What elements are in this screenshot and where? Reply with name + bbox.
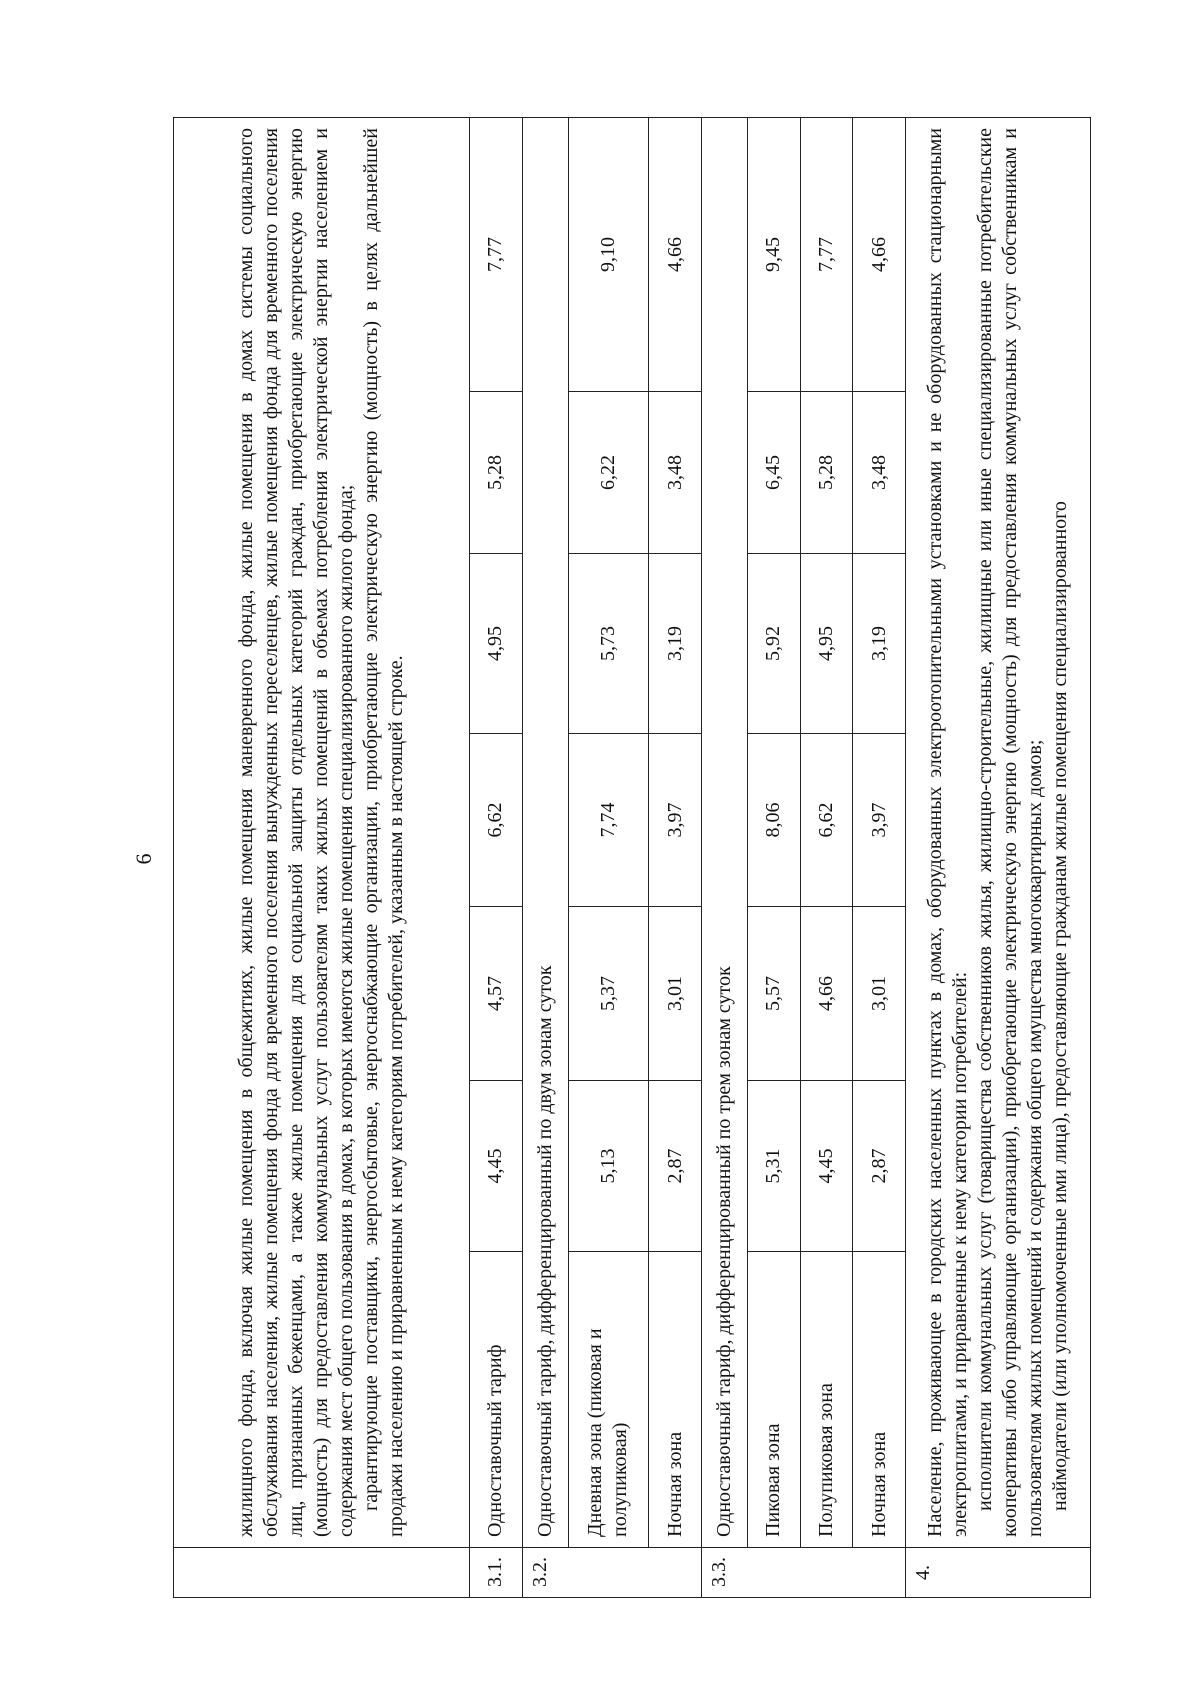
tariff-value: 5,57 [747,907,800,1081]
tariff-value: 7,77 [470,118,523,392]
tariff-value: 4,66 [853,118,906,392]
tariff-value: 4,45 [470,1081,523,1252]
section-header-3-3 [701,118,747,1598]
tariff-value: 7,74 [568,734,648,907]
tariff-value: 4,45 [800,1081,853,1252]
row-name: Ночная зона [649,1252,702,1548]
tariff-value: 6,22 [568,392,648,554]
table-row-3-1 [470,118,523,1598]
intro-text-cell [174,118,470,1548]
tariff-value: 4,95 [800,554,853,734]
row-name: Ночная зона [853,1252,906,1548]
tariff-value: 4,57 [470,907,523,1081]
tariff-value: 5,73 [568,554,648,734]
rotated-page-content [173,118,1091,1598]
tariff-value: 2,87 [853,1081,906,1252]
section-4-paragraph: исполнители коммунальных услуг (товарищества собственников жилья, жилищно-строительные, жилищные или иные специализированные потребительские кооперативы либо управляющие организации), приобретающие электрическую энергию (мощность) для предоставления коммунальных услуг собственникам и пользователям жилых помещений и содержания общего имущества многоквартирных домов; [974,128,1047,1537]
tariff-value: 3,19 [853,554,906,734]
tariff-value: 5,13 [568,1081,648,1252]
tariff-value: 3,01 [649,907,702,1081]
section-header-3-2 [522,118,568,1598]
intro-row [174,118,470,1598]
row-name: Полупиковая зона [800,1252,853,1548]
tariff-value: 5,92 [747,554,800,734]
section-4-text-cell [906,118,1091,1548]
tariff-value: 9,10 [568,118,648,392]
tariff-value: 5,37 [568,907,648,1081]
table-row [853,118,906,1598]
table-row-4 [906,118,1091,1598]
tariff-value: 6,62 [470,734,523,907]
tariff-value: 4,66 [649,118,702,392]
tariff-value: 3,19 [649,554,702,734]
section-4-paragraph: наймодатели (или уполномоченные ими лица), предоставляющие гражданам жилые помещения специализированного [1049,501,1072,1511]
table-row [747,118,800,1598]
row-name: Одноставочный тариф [470,1252,523,1548]
tariff-value: 6,45 [747,392,800,554]
tariff-value: 5,28 [470,392,523,554]
tariff-value: 5,31 [747,1081,800,1252]
intro-paragraph: гарантирующие поставщики, энергосбытовые, энергоснабжающие организации, приобретающие электрическую энергию (мощность) в целях дальнейшей продажи населению и приравненным к нему категориям потребителей, указанным в настоящей строке. [360,128,408,1537]
row-code: 3.1. [470,1548,523,1598]
tariff-value: 7,77 [800,118,853,392]
intro-paragraph: жилищного фонда, включая жилые помещения в общежитиях, жилые помещения маневренного фонда, жилые помещения в домах системы социального обслуживания населения, жилые помещения фонда для временного поселения вынужденных переселенцев, жилые помещения фонда для временного поселения лиц, признанных беженцами, а также жилые помещения для социальной защиты отдельных категорий граждан, приобретающие электрическую энергию (мощность) для предоставления коммунальных услуг пользователям таких жилых помещений в объемах потребления электрической энергии населением и содержания мест общего пользования в домах, в которых имеются жилые помещения специализированного жилого фонда; [235,128,358,1537]
row-code: 3.3. [701,1548,905,1598]
tariff-value: 9,45 [747,118,800,392]
tariff-value: 3,48 [649,392,702,554]
table-row [649,118,702,1598]
tariff-value: 4,95 [470,554,523,734]
row-code: 4. [906,1548,1091,1598]
tariff-table [173,117,1091,1598]
table-row [800,118,853,1598]
section-title: Одноставочный тариф, дифференцированный по трем зонам суток [701,118,747,1548]
section-title: Одноставочный тариф, дифференцированный по двум зонам суток [522,118,568,1548]
row-code [174,1548,470,1598]
section-4-paragraph: Население, проживающее в городских населенных пунктах в домах, оборудованных электроотопительными установками и не оборудованных стационарными электроплитами, и приравненные к нему категории потребителей: [924,128,972,1537]
tariff-value: 3,97 [649,734,702,907]
row-name: Пиковая зона [747,1252,800,1548]
tariff-value: 3,01 [853,907,906,1081]
row-code: 3.2. [522,1548,701,1598]
tariff-value: 5,28 [800,392,853,554]
row-name: Дневная зона (пиковая и полупиковая) [568,1252,648,1548]
tariff-value: 3,97 [853,734,906,907]
page-number: 6 [131,853,156,865]
table-row [568,118,648,1598]
tariff-value: 6,62 [800,734,853,907]
tariff-value: 3,48 [853,392,906,554]
tariff-value: 8,06 [747,734,800,907]
tariff-value: 2,87 [649,1081,702,1252]
tariff-value: 4,66 [800,907,853,1081]
